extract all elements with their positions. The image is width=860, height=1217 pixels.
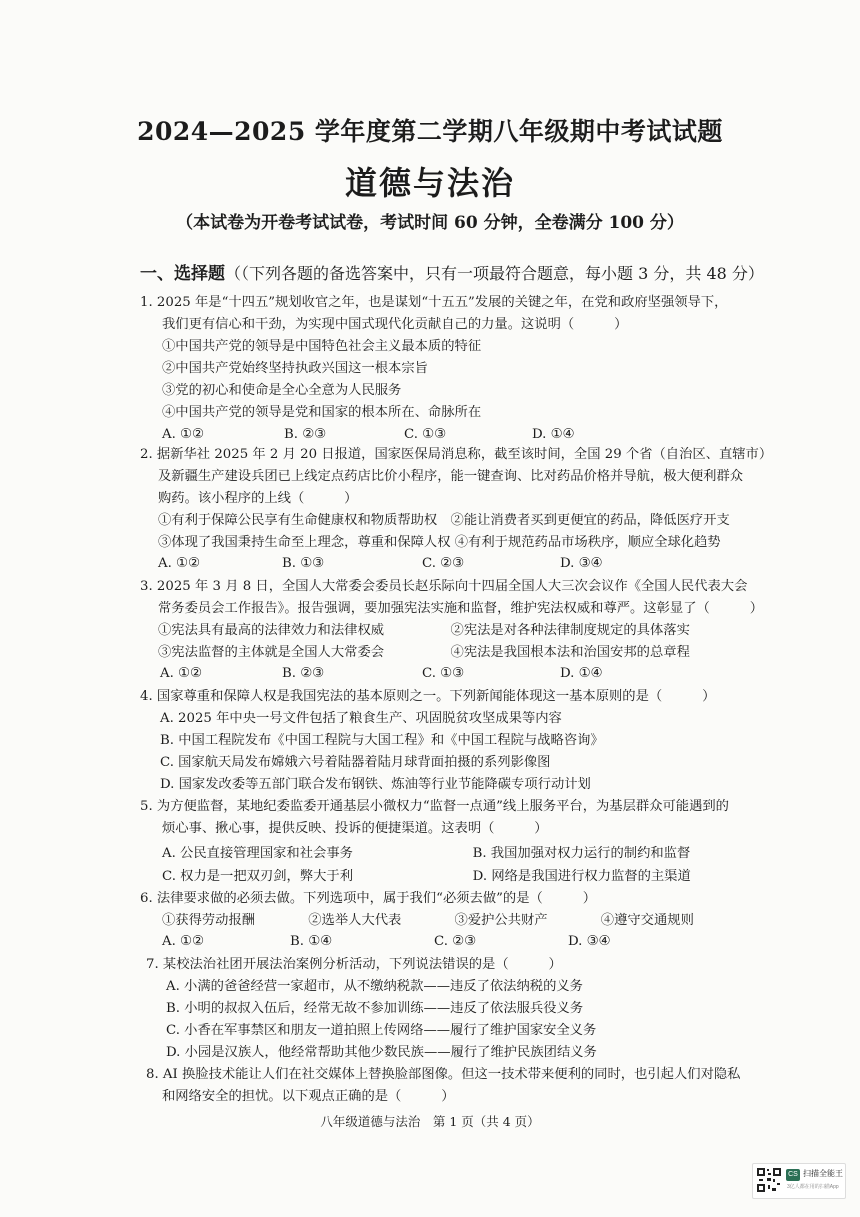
page-footer: 八年级道德与法治 第 1 页（共 4 页） <box>320 1114 540 1129</box>
question-3-choice-c: C. ①③ <box>422 666 464 681</box>
question-1-choice-c: C. ①③ <box>404 427 446 442</box>
question-1-statement: ①中国共产党的领导是中国特色社会主义最本质的特征 <box>162 339 482 354</box>
question-8-stem-line-1: 8. AI 换脸技术能让人们在社交媒体上替换脸部图像。但这一技术带来便利的同时，也引起人们对隐私 <box>146 1067 741 1082</box>
question-5-choices-row-1: A. 公民直接管理国家和社会事务 B. 我国加强对权力运行的制约和监督 <box>162 846 691 861</box>
question-2-stem-line-3: 购药。该小程序的上线（ ） <box>158 491 358 506</box>
question-5-choices-row-2: C. 权力是一把双刃剑，弊大于利 D. 网络是我国进行权力监督的主渠道 <box>162 869 691 884</box>
question-6-choice-c: C. ②③ <box>434 934 476 949</box>
question-4-choice-c: C. 国家航天局发布嫦娥六号着陆器着陆月球背面拍摄的系列影像图 <box>160 755 551 770</box>
scanner-app-name: 扫描全能王 <box>803 1169 843 1178</box>
question-2-statement: ③体现了我国秉持生命至上理念，尊重和保障人权 ④有利于规范药品市场秩序，顺应全球化趋势 <box>158 535 721 550</box>
question-4-choice-a: A. 2025 年中央一号文件包括了粮食生产、巩固脱贫攻坚成果等内容 <box>160 711 562 726</box>
question-3-stem-line-1: 3. 2025 年 3 月 8 日，全国人大常委会委员长赵乐际向十四届全国人大三次会议作《全国人民代表大会 <box>140 579 748 594</box>
question-2-choice-d: D. ③④ <box>560 556 603 571</box>
question-6-statements: ①获得劳动报酬 ②选举人大代表 ③爱护公共财产 ④遵守交通规则 <box>162 913 694 928</box>
question-3-choice-d: D. ①④ <box>560 666 603 681</box>
question-1-stem-line-1: 1. 2025 年是“十四五”规划收官之年，也是谋划“十五五”发展的关键之年，在党和政府坚强领导下， <box>140 295 728 310</box>
question-4-choice-d: D. 国家发改委等五部门联合发布钢铁、炼油等行业节能降碳专项行动计划 <box>160 777 591 792</box>
question-1-choice-b: B. ②③ <box>284 427 327 442</box>
question-2-stem-line-1: 2. 据新华社 2025 年 2 月 20 日报道，国家医保局消息称，截至该时间，全国 29 个省（自治区、直辖市） <box>140 447 773 462</box>
question-1-statement: ③党的初心和使命是全心全意为人民服务 <box>162 383 402 398</box>
question-3-statement: ③宪法监督的主体就是全国人大常委会 ④宪法是我国根本法和治国安邦的总章程 <box>158 645 690 660</box>
question-4-stem: 4. 国家尊重和保障人权是我国宪法的基本原则之一。下列新闻能体现这一基本原则的是（ ） <box>140 689 716 704</box>
question-6-choice-d: D. ③④ <box>568 934 611 949</box>
question-2-statement: ①有利于保障公民享有生命健康权和物质帮助权 ②能让消费者买到更便宜的药品，降低医疗开支 <box>158 513 730 528</box>
question-4-choice-b: B. 中国工程院发布《中国工程院与大国工程》和《中国工程院与战略咨询》 <box>160 733 604 748</box>
question-2-choice-b: B. ①③ <box>282 556 325 571</box>
question-2-choice-a: A. ①② <box>158 556 200 571</box>
scanner-watermark <box>752 1163 846 1199</box>
question-1-statement: ②中国共产党始终坚持执政兴国这一根本宗旨 <box>162 361 428 376</box>
question-8-stem-line-2: 和网络安全的担忧。以下观点正确的是（ ） <box>162 1089 455 1104</box>
question-7-choice-b: B. 小明的叔叔入伍后，经常无故不参加训练——违反了依法服兵役义务 <box>166 1001 584 1016</box>
exam-title: 2024—2025 学年度第二学期八年级期中考试试题 <box>137 117 723 146</box>
question-3-statement: ①宪法具有最高的法律效力和法律权威 ②宪法是对各种法律制度规定的具体落实 <box>158 623 690 638</box>
question-3-choice-b: B. ②③ <box>282 666 325 681</box>
question-6-stem: 6. 法律要求做的必须去做。下列选项中，属于我们“必须去做”的是（ ） <box>140 891 597 906</box>
section-instruction: （（下列各题的备选答案中，只有一项最符合题意，每小题 3 分，共 48 分） <box>225 264 764 283</box>
question-1-stem-line-2: 我们更有信心和干劲，为实现中国式现代化贡献自己的力量。这说明（ ） <box>162 317 628 332</box>
question-6-choice-b: B. ①④ <box>290 934 333 949</box>
question-2-stem-line-2: 及新疆生产建设兵团已上线定点药店比价小程序，能一键查询、比对药品价格并导航，极大便利群众 <box>158 469 744 484</box>
subject-title: 道德与法治 <box>344 164 515 202</box>
question-5-stem-line-2: 烦心事、揪心事，提供反映、投诉的便捷渠道。这表明（ ） <box>162 821 548 836</box>
question-1-choice-a: A. ①② <box>162 427 204 442</box>
camscanner-logo-icon: CS <box>786 1169 800 1181</box>
question-5-stem-line-1: 5. 为方便监督，某地纪委监委开通基层小微权力“监督一点通”线上服务平台，为基层群众可能遇到的 <box>140 799 729 814</box>
scanner-app-tagline: 3亿人都在用的扫描App <box>787 1184 839 1190</box>
question-1-choice-d: D. ①④ <box>532 427 575 442</box>
question-7-choice-c: C. 小香在军事禁区和朋友一道拍照上传网络——履行了维护国家安全义务 <box>166 1023 597 1038</box>
qr-code-icon <box>756 1167 782 1193</box>
question-6-choice-a: A. ①② <box>162 934 204 949</box>
question-3-choice-a: A. ①② <box>160 666 202 681</box>
section-heading <box>140 259 764 284</box>
question-3-stem-line-2: 常务委员会工作报告》。报告强调，要加强宪法实施和监督，维护宪法权威和尊严。这彰显了（ ） <box>158 601 764 616</box>
question-7-choice-d: D. 小园是汉族人，他经常帮助其他少数民族——履行了维护民族团结义务 <box>166 1045 597 1060</box>
question-7-choice-a: A. 小满的爸爸经营一家超市，从不缴纳税款——违反了依法纳税的义务 <box>166 979 583 994</box>
question-1-statement: ④中国共产党的领导是党和国家的根本所在、命脉所在 <box>162 405 482 420</box>
exam-note: （本试卷为开卷考试试卷，考试时间 60 分钟，全卷满分 100 分） <box>176 213 684 233</box>
question-2-choice-c: C. ②③ <box>422 556 464 571</box>
question-7-stem: 7. 某校法治社团开展法治案例分析活动，下列说法错误的是（ ） <box>146 957 562 972</box>
section-title: 一、选择题 <box>140 264 225 284</box>
